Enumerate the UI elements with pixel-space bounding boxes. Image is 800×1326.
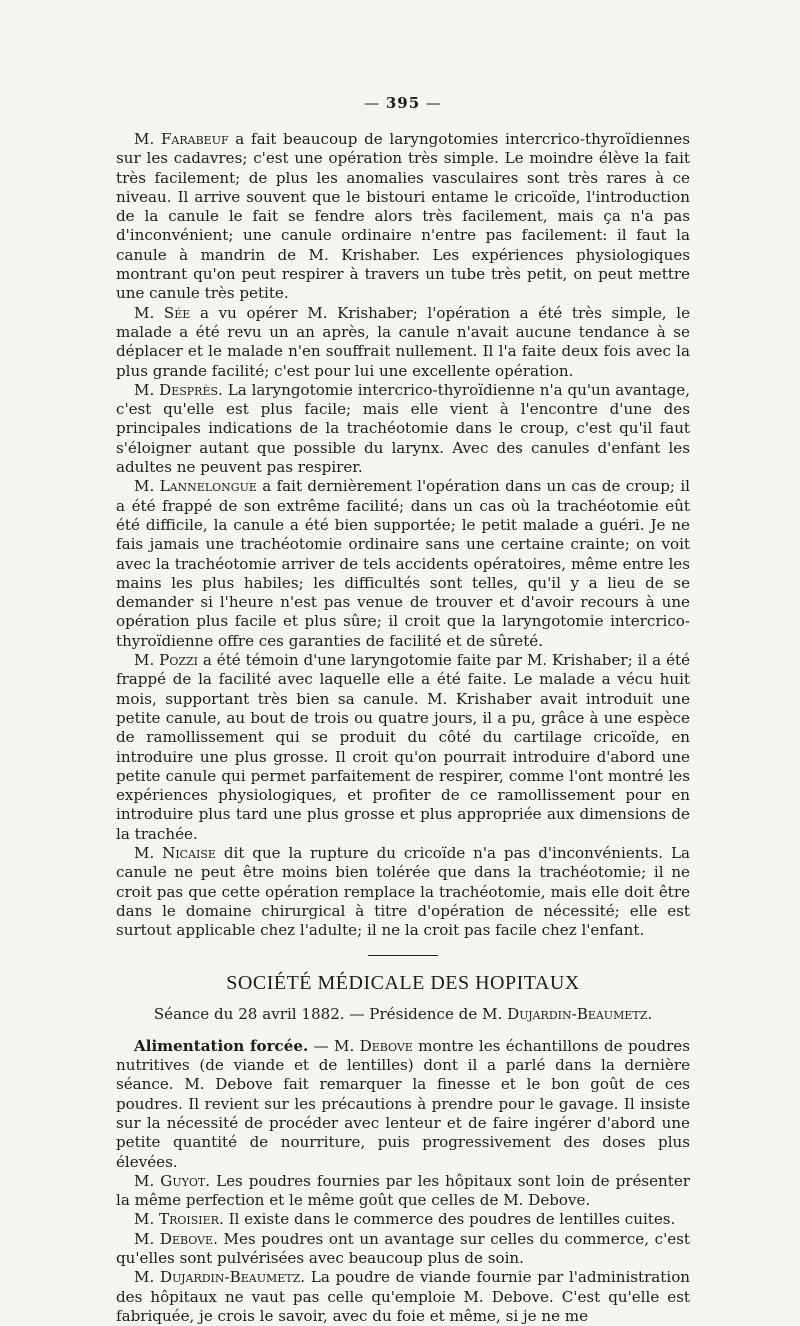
speaker-name: Debove bbox=[359, 1036, 413, 1055]
session-president: Dujardin-Beaumetz bbox=[507, 1005, 648, 1024]
paragraph-debove bbox=[116, 1230, 690, 1269]
document-page bbox=[116, 94, 690, 1326]
speaker-name: M. Pozzi bbox=[134, 651, 198, 670]
paragraph-text: a fait dernièrement l'opération dans un cas de croup; il a été frappé de son extrême facilité; dans un cas où la trachéotomie eût été difficile, la canule a été bien supportée; le petit malade a guéri. Je ne fais jamais une trachéotomie ordinaire sans une certaine crainte; on voit avec la trachéotomie arriver de tels accidents opératoires, même entre les mains les plus habiles; les difficultés sont telles, qu'il y a lieu de se demander si l'heure n'est pas venue de trouver et d'avoir recours à une opération plus facile et plus sûre; il croit que la laryngotomie intercrico-thyroïdienne offre ces garanties de facilité et de sûreté. bbox=[116, 477, 690, 650]
paragraph-lannelongue bbox=[116, 477, 690, 651]
speaker-name: M. Farabeuf bbox=[134, 130, 229, 148]
page-number: — 395 — bbox=[364, 94, 442, 112]
paragraph-text: dit que la rupture du cricoïde n'a pas d'inconvénients. La canule ne peut être moins bien tolérée que dans la trachéotomie; il ne croit pas que cette opération remplace la trachéotomie, mais elle doit être dans le domaine chirurgical à titre d'opération de nécessité; elle est surtout applicable chez l'adulte; il ne la croit pas facile chez l'enfant. bbox=[116, 843, 691, 940]
paragraph-text: . Les poudres fournies par les hôpitaux sont loin de présenter la même perfection et le même goût que celles de M. Debove. bbox=[116, 1171, 690, 1210]
paragraph-nicaise bbox=[116, 844, 690, 940]
paragraph-pozzi bbox=[116, 651, 690, 844]
paragraph-troisier bbox=[116, 1210, 690, 1229]
paragraph-text: . Il existe dans le commerce des poudres de lentilles cuites. bbox=[218, 1210, 676, 1229]
paragraph-text: montre les échantillons de poudres nutritives (de viande et de lentilles) dont il a parlé dans la dernière séance. M. Debove fait remarquer la finesse et le bon goût de ces poudres. Il revient sur les précautions à prendre pour le gavage. Il insiste sur la nécessité de procéder avec lenteur et de faire ingérer d'abord une petite quantité de nourriture, puis progressivement des doses plus élevées. bbox=[116, 1036, 690, 1171]
speaker-name: M. Desprès bbox=[134, 380, 219, 399]
paragraph-text: a été témoin d'une laryngotomie faite par M. Krishaber; il a été frappé de la facilité avec laquelle elle a été faite. Le malade a vécu huit mois, supportant très bien sa canule. M. Krishaber avait introduit une petite canule, au bout de trois ou quatre jours, il a pu, grâce à une espèce de ramollissement qui se produit du côté du cartilage cricoïde, en introduire une plus grosse. Il croit qu'on pourrait introduire d'abord une petite canule qui permet parfaitement de respirer, comme l'ont montré les expériences physiologiques, et profiter de ce ramollissement pour en introduire plus tard une plus grosse et plus appropriée aux dimensions de la trachée. bbox=[116, 651, 690, 843]
speaker-name: M. Lannelongue bbox=[134, 477, 257, 496]
paragraph-text: . La laryngotomie intercrico-thyroïdienne n'a qu'un avantage, c'est qu'elle est plus facile; mais elle vient à l'encontre d'une des principales indications de la trachéotomie dans le croup, c'est qu'il faut s'éloigner autant que possible du larynx. Avec des canules d'enfant les adultes ne peuvent pas respirer. bbox=[116, 380, 691, 477]
session-line bbox=[116, 1005, 690, 1024]
paragraph-guyot bbox=[116, 1172, 690, 1211]
speaker-name: M. Debove bbox=[134, 1229, 214, 1248]
speaker-name: M. Troisier bbox=[134, 1210, 219, 1229]
paragraph-alimentation bbox=[116, 1037, 690, 1172]
paragraph-see bbox=[116, 304, 690, 381]
speaker-name: M. Guyot bbox=[134, 1171, 206, 1190]
speaker-name: M. Dujardin-Beaumetz bbox=[134, 1268, 301, 1287]
paragraph-dujardin-beaumetz bbox=[116, 1268, 690, 1326]
page-number-value: 395 bbox=[385, 94, 421, 112]
speaker-name: M. Sée bbox=[134, 303, 191, 322]
paragraph-text: . La poudre de viande fournie par l'administration des hôpitaux ne vaut pas celle qu'emploie M. Debove. C'est qu'elle est fabriquée, je crois le savoir, avec du foie et même, si je ne me bbox=[116, 1268, 690, 1325]
session-suffix: . bbox=[647, 1005, 653, 1024]
session-date: Séance du 28 avril 1882. — Présidence de M. bbox=[153, 1005, 508, 1024]
section-divider bbox=[368, 955, 438, 956]
paragraph-text: a fait beaucoup de laryngotomies intercrico-thyroïdiennes sur les cadavres; c'est une opération très simple. Le moindre élève la fait très facilement; de plus les anomalies vasculaires sont très rares à ce niveau. Il arrive souvent que le bistouri entame le cricoïde, l'introduction de la canule le fait se fendre alors très facilement, mais ça n'a pas d'inconvénient; une canule ordinaire n'entre pas facilement: il faut la canule à mandrin de M. Krishaber. Les expériences physiologiques montrant qu'on peut respirer à travers un tube très petit, on peut mettre une canule très petite. bbox=[116, 130, 690, 303]
topic-heading: Alimentation forcée. bbox=[134, 1036, 309, 1055]
paragraph-despres bbox=[116, 381, 690, 477]
paragraph-text: a vu opérer M. Krishaber; l'opération a été très simple, le malade a été revu un an après, la canule n'avait aucune tendance à se déplacer et le malade n'en souffrait nullement. Il l'a faite deux fois avec la plus grande facilité; c'est pour lui une excellente opération. bbox=[116, 303, 691, 380]
paragraph-farabeuf bbox=[116, 130, 690, 304]
topic-lead: — M. bbox=[308, 1036, 360, 1055]
section-title: SOCIÉTÉ MÉDICALE DES HOPITAUX bbox=[226, 972, 580, 995]
speaker-name: M. Nicaise bbox=[134, 843, 216, 862]
paragraph-text: . Mes poudres ont un avantage sur celles du commerce, c'est qu'elles sont pulvérisées avec beaucoup plus de soin. bbox=[116, 1229, 690, 1268]
